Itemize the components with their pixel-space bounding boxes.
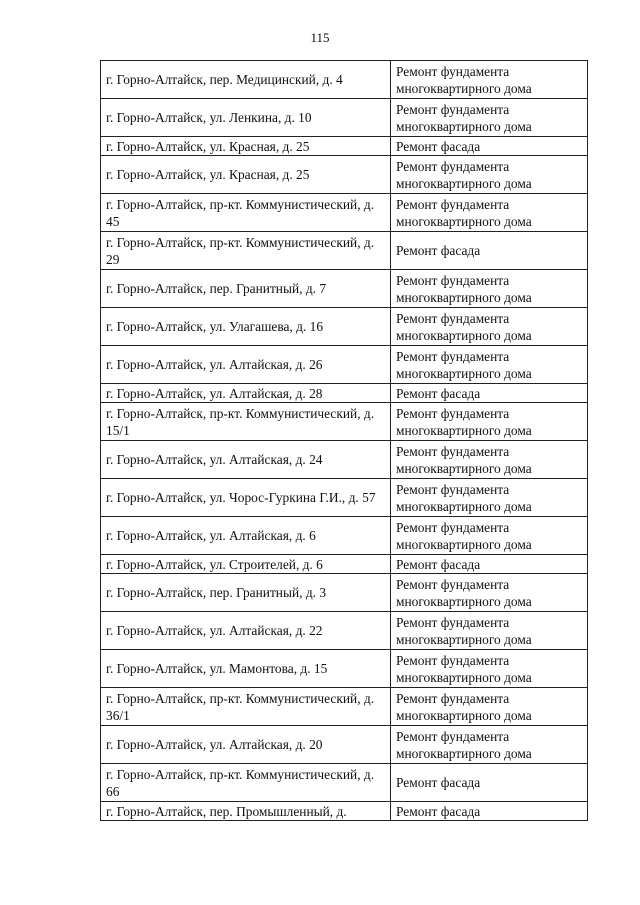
address-cell: г. Горно-Алтайск, ул. Строителей, д. 6 bbox=[101, 555, 391, 574]
table-row bbox=[101, 346, 588, 384]
table-row bbox=[101, 441, 588, 479]
table-row bbox=[101, 270, 588, 308]
page-number: 115 bbox=[310, 30, 330, 45]
table-row bbox=[101, 479, 588, 517]
address-cell: г. Горно-Алтайск, ул. Алтайская, д. 26 bbox=[101, 346, 391, 384]
works-table bbox=[100, 60, 588, 821]
work-type-cell: Ремонт фундамента многоквартирного дома bbox=[391, 270, 588, 308]
address-cell: г. Горно-Алтайск, пер. Гранитный, д. 3 bbox=[101, 574, 391, 612]
address-cell: г. Горно-Алтайск, пр-кт. Коммунистический, д. 45 bbox=[101, 194, 391, 232]
address-cell: г. Горно-Алтайск, пр-кт. Коммунистический, д. 29 bbox=[101, 232, 391, 270]
table-row bbox=[101, 384, 588, 403]
address-cell: г. Горно-Алтайск, ул. Алтайская, д. 6 bbox=[101, 517, 391, 555]
table-row bbox=[101, 555, 588, 574]
work-type-cell: Ремонт фундамента многоквартирного дома bbox=[391, 479, 588, 517]
address-cell: г. Горно-Алтайск, ул. Алтайская, д. 22 bbox=[101, 612, 391, 650]
work-type-cell: Ремонт фасада bbox=[391, 384, 588, 403]
address-cell: г. Горно-Алтайск, пр-кт. Коммунистический, д. 15/1 bbox=[101, 403, 391, 441]
work-type-cell: Ремонт фундамента многоквартирного дома bbox=[391, 156, 588, 194]
address-cell: г. Горно-Алтайск, ул. Красная, д. 25 bbox=[101, 137, 391, 156]
work-type-cell: Ремонт фасада bbox=[391, 555, 588, 574]
table-row bbox=[101, 308, 588, 346]
work-type-cell: Ремонт фундамента многоквартирного дома bbox=[391, 99, 588, 137]
table-row bbox=[101, 137, 588, 156]
table-row bbox=[101, 194, 588, 232]
address-cell: г. Горно-Алтайск, пер. Гранитный, д. 7 bbox=[101, 270, 391, 308]
table-row bbox=[101, 574, 588, 612]
address-cell: г. Горно-Алтайск, пер. Медицинский, д. 4 bbox=[101, 61, 391, 99]
work-type-cell: Ремонт фасада bbox=[391, 137, 588, 156]
table-row bbox=[101, 650, 588, 688]
table-row bbox=[101, 99, 588, 137]
table-row bbox=[101, 61, 588, 99]
address-cell: г. Горно-Алтайск, ул. Красная, д. 25 bbox=[101, 156, 391, 194]
table-row bbox=[101, 688, 588, 726]
table-row bbox=[101, 764, 588, 802]
address-cell: г. Горно-Алтайск, ул. Чорос-Гуркина Г.И., д. 57 bbox=[101, 479, 391, 517]
address-cell: г. Горно-Алтайск, ул. Алтайская, д. 20 bbox=[101, 726, 391, 764]
table-row bbox=[101, 802, 588, 821]
table-row bbox=[101, 517, 588, 555]
table-row bbox=[101, 232, 588, 270]
table-row bbox=[101, 726, 588, 764]
address-cell: г. Горно-Алтайск, ул. Ленкина, д. 10 bbox=[101, 99, 391, 137]
address-cell: г. Горно-Алтайск, пр-кт. Коммунистический, д. 66 bbox=[101, 764, 391, 802]
address-cell: г. Горно-Алтайск, пр-кт. Коммунистический, д. 36/1 bbox=[101, 688, 391, 726]
works-table-body bbox=[101, 61, 588, 821]
table-row bbox=[101, 612, 588, 650]
address-cell: г. Горно-Алтайск, ул. Мамонтова, д. 15 bbox=[101, 650, 391, 688]
address-cell: г. Горно-Алтайск, ул. Алтайская, д. 24 bbox=[101, 441, 391, 479]
address-cell: г. Горно-Алтайск, пер. Промышленный, д. bbox=[101, 802, 391, 821]
work-type-cell: Ремонт фундамента многоквартирного дома bbox=[391, 441, 588, 479]
work-type-cell: Ремонт фундамента многоквартирного дома bbox=[391, 688, 588, 726]
work-type-cell: Ремонт фундамента многоквартирного дома bbox=[391, 517, 588, 555]
work-type-cell: Ремонт фундамента многоквартирного дома bbox=[391, 574, 588, 612]
work-type-cell: Ремонт фундамента многоквартирного дома bbox=[391, 650, 588, 688]
work-type-cell: Ремонт фундамента многоквартирного дома bbox=[391, 726, 588, 764]
work-type-cell: Ремонт фасада bbox=[391, 232, 588, 270]
work-type-cell: Ремонт фундамента многоквартирного дома bbox=[391, 346, 588, 384]
work-type-cell: Ремонт фундамента многоквартирного дома bbox=[391, 612, 588, 650]
address-cell: г. Горно-Алтайск, ул. Улагашева, д. 16 bbox=[101, 308, 391, 346]
work-type-cell: Ремонт фундамента многоквартирного дома bbox=[391, 308, 588, 346]
table-row bbox=[101, 403, 588, 441]
work-type-cell: Ремонт фундамента многоквартирного дома bbox=[391, 194, 588, 232]
table-row bbox=[101, 156, 588, 194]
work-type-cell: Ремонт фасада bbox=[391, 764, 588, 802]
work-type-cell: Ремонт фундамента многоквартирного дома bbox=[391, 61, 588, 99]
work-type-cell: Ремонт фундамента многоквартирного дома bbox=[391, 403, 588, 441]
work-type-cell: Ремонт фасада bbox=[391, 802, 588, 821]
address-cell: г. Горно-Алтайск, ул. Алтайская, д. 28 bbox=[101, 384, 391, 403]
